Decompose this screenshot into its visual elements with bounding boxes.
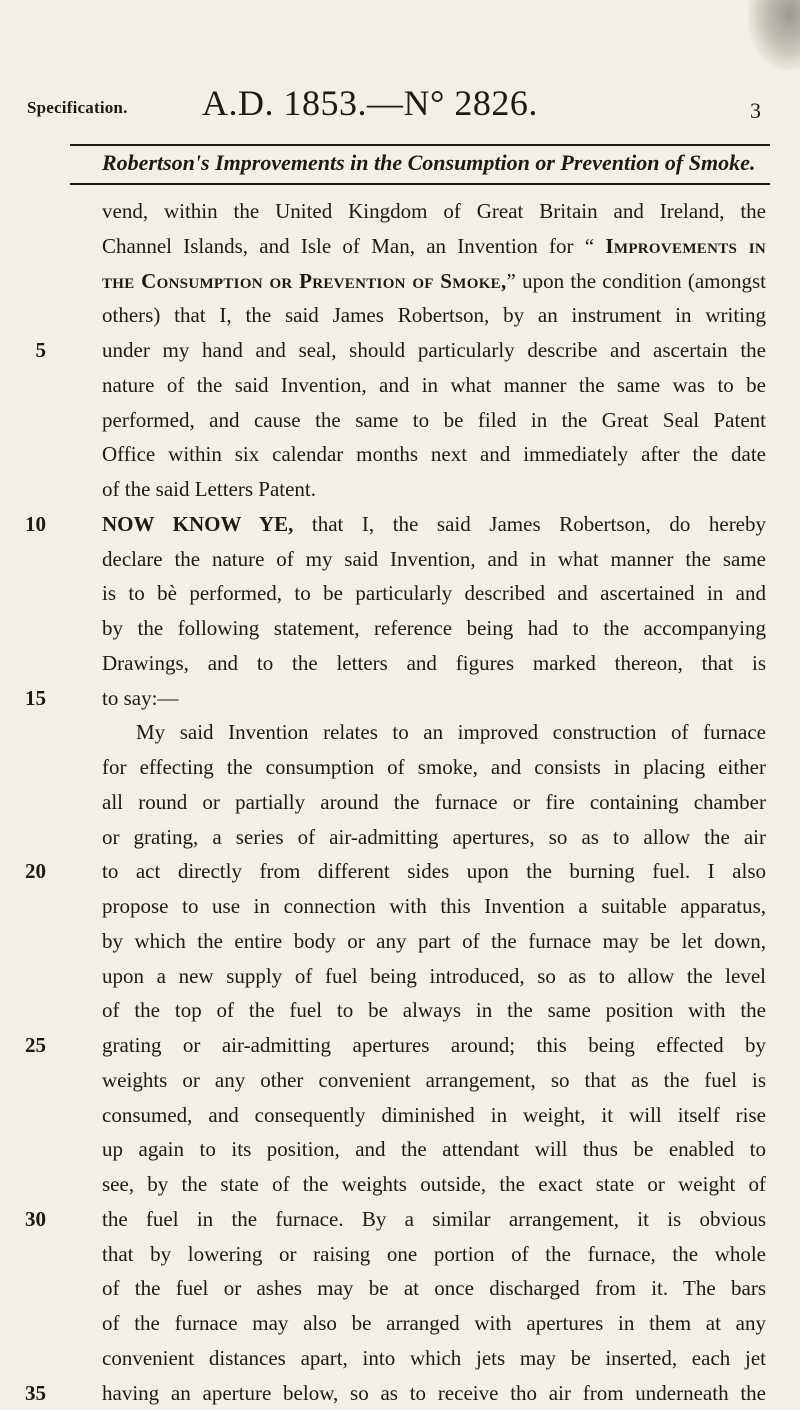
text-line bbox=[102, 924, 766, 959]
text-line bbox=[102, 576, 766, 611]
line-text-post: ” upon the condition (amongst bbox=[507, 269, 766, 293]
line-number: 30 bbox=[16, 1202, 46, 1237]
text-line bbox=[102, 1028, 766, 1063]
line-number: 15 bbox=[16, 681, 46, 716]
text-line bbox=[102, 368, 766, 403]
text-line bbox=[102, 507, 766, 542]
line-text: by the following statement, reference being had to the accompanying bbox=[102, 611, 766, 646]
line-text: see, by the state of the weights outside, the exact state or weight of bbox=[102, 1167, 766, 1202]
text-line bbox=[102, 1376, 766, 1410]
line-text: declare the nature of my said Invention, and in what manner the same bbox=[102, 542, 766, 577]
header-rule-bottom bbox=[70, 183, 770, 185]
line-text: for effecting the consumption of smoke, and consists in placing either bbox=[102, 750, 766, 785]
header-rule-top bbox=[70, 144, 770, 146]
text-line bbox=[102, 1271, 766, 1306]
text-line bbox=[102, 681, 766, 716]
line-text: upon a new supply of fuel being introduced, so as to allow the level bbox=[102, 959, 766, 994]
line-text: of the fuel or ashes may be at once discharged from it. The bars bbox=[102, 1271, 766, 1306]
page-header bbox=[0, 68, 800, 128]
line-number: 10 bbox=[16, 507, 46, 542]
text-line bbox=[102, 437, 766, 472]
text-line bbox=[102, 333, 766, 368]
line-text: of the top of the fuel to be always in the same position with the bbox=[102, 993, 766, 1028]
text-line bbox=[102, 472, 766, 507]
line-text: My said Invention relates to an improved construction of furnace bbox=[102, 715, 766, 750]
line-text bbox=[102, 507, 766, 542]
line-text-rest: that I, the said James Robertson, do hereby bbox=[293, 512, 766, 536]
text-line bbox=[102, 1306, 766, 1341]
text-line bbox=[102, 1237, 766, 1272]
page-corner-smudge bbox=[748, 0, 800, 70]
line-text: or grating, a series of air-admitting apertures, so as to allow the air bbox=[102, 820, 766, 855]
line-text: grating or air-admitting apertures around; this being effected by bbox=[102, 1028, 766, 1063]
text-line bbox=[102, 854, 766, 889]
text-line bbox=[102, 194, 766, 229]
text-line bbox=[102, 229, 766, 264]
text-line bbox=[102, 646, 766, 681]
text-line bbox=[102, 820, 766, 855]
text-line bbox=[102, 889, 766, 924]
specification-label: Specification. bbox=[27, 98, 128, 118]
running-title: Robertson's Improvements in the Consumption or Prevention of Smoke. bbox=[102, 150, 755, 176]
emphasis-text: NOW KNOW YE, bbox=[102, 512, 293, 536]
line-text: having an aperture below, so as to receive tho air from underneath the bbox=[102, 1376, 766, 1410]
text-line bbox=[102, 1063, 766, 1098]
line-text: Office within six calendar months next and immediately after the date bbox=[102, 437, 766, 472]
line-text: Drawings, and to the letters and figures marked thereon, that is bbox=[102, 646, 766, 681]
text-line bbox=[102, 993, 766, 1028]
line-text: performed, and cause the same to be filed in the Great Seal Patent bbox=[102, 403, 766, 438]
line-text: propose to use in connection with this Invention a suitable apparatus, bbox=[102, 889, 766, 924]
text-line bbox=[102, 611, 766, 646]
page-number: 3 bbox=[750, 98, 761, 124]
line-text: nature of the said Invention, and in what manner the same was to be bbox=[102, 368, 766, 403]
text-line bbox=[102, 959, 766, 994]
body-text bbox=[102, 194, 766, 1410]
line-text: vend, within the United Kingdom of Great Britain and Ireland, the bbox=[102, 194, 766, 229]
invention-title: Improvements in bbox=[605, 234, 766, 258]
text-line bbox=[102, 1167, 766, 1202]
line-number: 35 bbox=[16, 1376, 46, 1410]
line-text bbox=[102, 264, 766, 299]
text-line bbox=[102, 715, 766, 750]
line-text: to act directly from different sides upon the burning fuel. I also bbox=[102, 854, 766, 889]
text-line bbox=[102, 1341, 766, 1376]
text-line bbox=[102, 264, 766, 299]
line-text-pre: Channel Islands, and Isle of Man, an Invention for “ bbox=[102, 234, 605, 258]
invention-title: the Consumption or Prevention of Smoke, bbox=[102, 269, 507, 293]
line-text: others) that I, the said James Robertson, by an instrument in writing bbox=[102, 298, 766, 333]
line-text: consumed, and consequently diminished in weight, it will itself rise bbox=[102, 1098, 766, 1133]
text-line bbox=[102, 542, 766, 577]
line-text: weights or any other convenient arrangement, so that as the fuel is bbox=[102, 1063, 766, 1098]
line-text: of the said Letters Patent. bbox=[102, 472, 766, 507]
line-text: the fuel in the furnace. By a similar arrangement, it is obvious bbox=[102, 1202, 766, 1237]
line-text bbox=[102, 229, 766, 264]
line-text: of the furnace may also be arranged with apertures in them at any bbox=[102, 1306, 766, 1341]
line-text: by which the entire body or any part of the furnace may be let down, bbox=[102, 924, 766, 959]
line-number: 25 bbox=[16, 1028, 46, 1063]
text-line bbox=[102, 1202, 766, 1237]
line-text: is to bè performed, to be particularly described and ascertained in and bbox=[102, 576, 766, 611]
line-text: convenient distances apart, into which jets may be inserted, each jet bbox=[102, 1341, 766, 1376]
text-line bbox=[102, 1132, 766, 1167]
line-text: all round or partially around the furnace or fire containing chamber bbox=[102, 785, 766, 820]
line-number: 20 bbox=[16, 854, 46, 889]
document-title: A.D. 1853.—N° 2826. bbox=[202, 82, 538, 124]
line-text: to say:— bbox=[102, 681, 766, 716]
text-line bbox=[102, 298, 766, 333]
line-text: under my hand and seal, should particularly describe and ascertain the bbox=[102, 333, 766, 368]
text-line bbox=[102, 750, 766, 785]
text-line bbox=[102, 1098, 766, 1133]
line-number: 5 bbox=[16, 333, 46, 368]
text-line bbox=[102, 785, 766, 820]
text-line bbox=[102, 403, 766, 438]
line-text: up again to its position, and the attendant will thus be enabled to bbox=[102, 1132, 766, 1167]
line-text: that by lowering or raising one portion of the furnace, the whole bbox=[102, 1237, 766, 1272]
